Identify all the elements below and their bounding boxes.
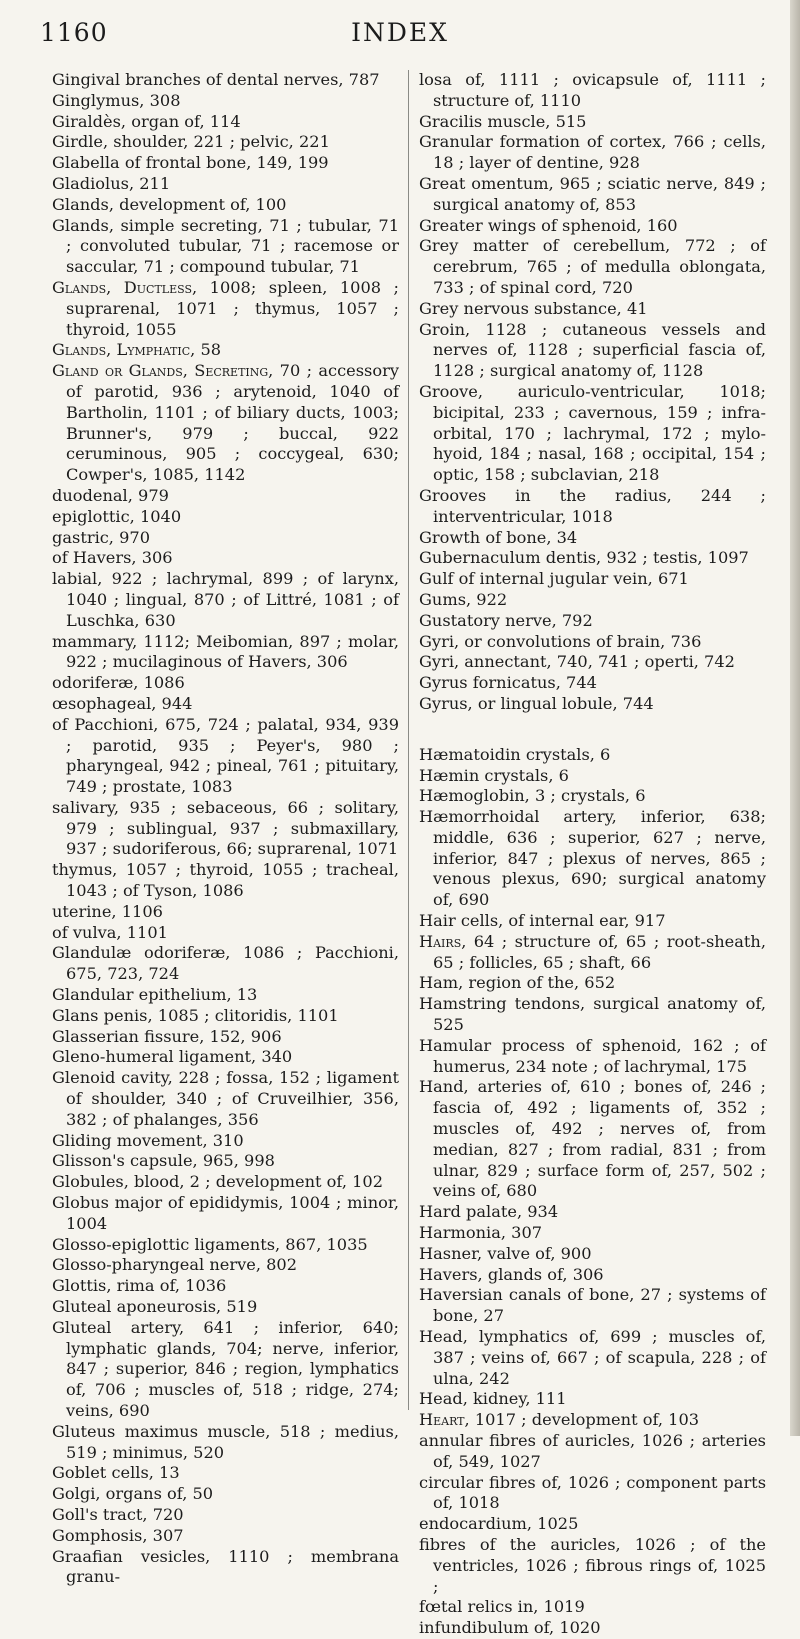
entry-text: Glottis, rima of, 1036 bbox=[52, 1276, 227, 1296]
index-entry bbox=[52, 1047, 399, 1068]
index-entry bbox=[52, 985, 399, 1006]
entry-text: Hard palate, 934 bbox=[419, 1202, 559, 1222]
entry-text: Gingival branches of dental nerves, 787 bbox=[52, 70, 380, 89]
entry-heading: Hairs, bbox=[419, 931, 467, 951]
entry-text: 70 ; accessory of parotid, 936 ; arytenoid, 1040 of Bartholin, 1101 ; of biliary ducts, 1003; Brunner's, 979 ; buccal, 922 ceruminous, 905 ; coccygeal, 630; Cowper's, 1085, 1142 bbox=[66, 361, 399, 485]
page-number: 1160 bbox=[40, 18, 108, 47]
entry-text: Glosso-epiglottic ligaments, 867, 1035 bbox=[52, 1234, 368, 1254]
entry-text: Grey matter of cerebellum, 772 ; of cerebrum, 765 ; of medulla oblongata, 733 ; of spinal cord, 720 bbox=[419, 236, 766, 297]
entry-text: Girdle, shoulder, 221 ; pelvic, 221 bbox=[52, 132, 330, 152]
entry-text: Granular formation of cortex, 766 ; cells, 18 ; layer of dentine, 928 bbox=[419, 132, 766, 173]
running-head: INDEX bbox=[351, 18, 449, 47]
entry-text: losa of, 1111 ; ovicapsule of, 1111 ; structure of, 1110 bbox=[419, 70, 766, 110]
index-entry bbox=[52, 361, 399, 486]
index-entry bbox=[419, 382, 766, 486]
entry-text: uterine, 1106 bbox=[52, 901, 163, 921]
index-entry bbox=[52, 507, 399, 528]
entry-text: Goblet cells, 13 bbox=[52, 1463, 180, 1483]
index-entry bbox=[419, 1202, 766, 1223]
index-entry bbox=[52, 1131, 399, 1152]
entry-text: Head, kidney, 111 bbox=[419, 1389, 567, 1409]
index-entry bbox=[419, 1077, 766, 1202]
entry-text: endocardium, 1025 bbox=[419, 1514, 579, 1534]
entry-text: 1008; spleen, 1008 ; suprarenal, 1071 ; thymus, 1057 ; thyroid, 1055 bbox=[66, 277, 399, 339]
entry-text: Gladiolus, 211 bbox=[52, 173, 171, 193]
entry-text: Gums, 922 bbox=[419, 589, 508, 609]
index-entry bbox=[52, 91, 399, 112]
entry-text: Growth of bone, 34 bbox=[419, 527, 578, 547]
index-entry bbox=[419, 911, 766, 932]
entry-text: Gliding movement, 310 bbox=[52, 1130, 244, 1150]
index-entry bbox=[52, 569, 399, 631]
index-entry bbox=[52, 632, 399, 674]
index-entry bbox=[52, 673, 399, 694]
entry-text: Glandulæ odoriferæ, 1086 ; Pacchioni, 675, 723, 724 bbox=[52, 943, 399, 984]
index-entry bbox=[419, 611, 766, 632]
entry-text: Gubernaculum dentis, 932 ; testis, 1097 bbox=[419, 548, 749, 568]
index-entry bbox=[419, 132, 766, 174]
index-entry bbox=[52, 902, 399, 923]
index-entry bbox=[52, 486, 399, 507]
page-header bbox=[40, 18, 760, 52]
index-section-h bbox=[419, 745, 766, 1639]
entry-text: Gulf of internal jugular vein, 671 bbox=[419, 569, 689, 589]
entry-text: labial, 922 ; lachrymal, 899 ; of larynx, 1040 ; lingual, 870 ; of Littré, 1081 ; of Luschka, 630 bbox=[52, 569, 399, 630]
index-entry bbox=[419, 807, 766, 911]
index-entry bbox=[419, 236, 766, 298]
index-entry bbox=[419, 1265, 766, 1286]
index-entry bbox=[52, 1027, 399, 1048]
index-entry bbox=[52, 860, 399, 902]
entry-text: Globules, blood, 2 ; development of, 102 bbox=[52, 1172, 384, 1192]
entry-text: Ham, region of the, 652 bbox=[419, 973, 616, 993]
index-entry bbox=[419, 548, 766, 569]
entry-text: of Havers, 306 bbox=[52, 548, 173, 568]
entry-text: Gomphosis, 307 bbox=[52, 1525, 184, 1545]
entry-text: odoriferæ, 1086 bbox=[52, 673, 185, 693]
index-entry bbox=[419, 1618, 766, 1639]
entry-text: Glands, development of, 100 bbox=[52, 194, 287, 214]
index-entry bbox=[52, 278, 399, 340]
index-entry bbox=[419, 590, 766, 611]
index-entry bbox=[419, 174, 766, 216]
index-entry bbox=[52, 548, 399, 569]
index-entry bbox=[52, 1318, 399, 1422]
index-entry bbox=[419, 1431, 766, 1473]
entry-text: Gluteal artery, 641 ; inferior, 640; lymphatic glands, 704; nerve, inferior, 847 ; superior, 846 ; region, lymphatics of, 706 ; muscles of, 518 ; ridge, 274; veins, 690 bbox=[52, 1317, 399, 1420]
entry-text: Hæmoglobin, 3 ; crystals, 6 bbox=[419, 786, 646, 806]
index-entry bbox=[419, 1514, 766, 1535]
entry-text: Globus major of epididymis, 1004 ; minor, 1004 bbox=[52, 1193, 399, 1233]
index-entry bbox=[419, 1036, 766, 1078]
entry-text: mammary, 1112; Meibomian, 897 ; molar, 922 ; mucilaginous of Havers, 306 bbox=[52, 631, 399, 672]
index-entry bbox=[52, 1297, 399, 1318]
entry-text: Groove, auriculo-ventricular, 1018; bicipital, 233 ; cavernous, 159 ; infra-orbital, 170 ; lachrymal, 172 ; mylo-hyoid, 184 ; nasal, 168 ; occipital, 154 ; optic, 158 ; subclavian, 218 bbox=[419, 381, 766, 485]
index-entry bbox=[52, 1255, 399, 1276]
index-entry bbox=[419, 766, 766, 787]
index-entry bbox=[419, 528, 766, 549]
entry-text: Gluteus maximus muscle, 518 ; medius, 519 ; minimus, 520 bbox=[52, 1421, 399, 1462]
entry-text: Groin, 1128 ; cutaneous vessels and nerves of, 1128 ; superficial fascia of, 1128 ; surgical anatomy of, 1128 bbox=[419, 319, 766, 381]
entry-text: Glandular epithelium, 13 bbox=[52, 985, 258, 1005]
entry-text: Gluteal aponeurosis, 519 bbox=[52, 1297, 258, 1317]
entry-text: 58 bbox=[195, 340, 222, 360]
entry-heading: Gland or Glands, Secreting, bbox=[52, 361, 274, 381]
entry-text: epiglottic, 1040 bbox=[52, 506, 182, 526]
entry-text: Harmonia, 307 bbox=[419, 1223, 543, 1243]
index-entry bbox=[52, 1172, 399, 1193]
entry-text: Hæmatoidin crystals, 6 bbox=[419, 744, 611, 764]
entry-text: Glosso-pharyngeal nerve, 802 bbox=[52, 1255, 298, 1275]
entry-text: Havers, glands of, 306 bbox=[419, 1264, 604, 1284]
entry-text: Gyri, annectant, 740, 741 ; operti, 742 bbox=[419, 652, 735, 672]
index-entry bbox=[52, 1463, 399, 1484]
entry-text: duodenal, 979 bbox=[52, 485, 169, 505]
entry-text: circular fibres of, 1026 ; component parts of, 1018 bbox=[419, 1472, 766, 1513]
entry-text: Gleno-humeral ligament, 340 bbox=[52, 1047, 293, 1067]
entry-text: Haversian canals of bone, 27 ; systems of bone, 27 bbox=[419, 1285, 766, 1326]
entry-heading: Heart, bbox=[419, 1410, 470, 1430]
index-entry bbox=[52, 694, 399, 715]
index-entry bbox=[419, 652, 766, 673]
entry-text: Grey nervous substance, 41 bbox=[419, 298, 648, 318]
entry-text: annular fibres of auricles, 1026 ; arteries of, 549, 1027 bbox=[419, 1431, 766, 1471]
index-entry bbox=[419, 1244, 766, 1265]
index-entry bbox=[52, 798, 399, 860]
index-entry bbox=[419, 299, 766, 320]
entry-heading: Glands, Lymphatic, bbox=[52, 340, 196, 360]
entry-text: of Pacchioni, 675, 724 ; palatal, 934, 939 ; parotid, 935 ; Peyer's, 980 ; pharyngeal, 942 ; pineal, 761 ; pituitary, 749 ; prostate, 1083 bbox=[52, 714, 399, 797]
entry-text: Glands, simple secreting, 71 ; tubular, 71 ; convoluted tubular, 71 ; racemose or saccular, 71 ; compound tubular, 71 bbox=[52, 215, 399, 277]
index-entry bbox=[52, 1151, 399, 1172]
index-entry bbox=[52, 195, 399, 216]
entry-text: infundibulum of, 1020 bbox=[419, 1618, 601, 1638]
entry-text: Hasner, valve of, 900 bbox=[419, 1243, 592, 1263]
index-entry bbox=[52, 153, 399, 174]
index-entry bbox=[52, 216, 399, 278]
index-column-left bbox=[52, 70, 399, 1588]
entry-text: Gustatory nerve, 792 bbox=[419, 610, 593, 630]
index-entry bbox=[52, 923, 399, 944]
index-entry bbox=[52, 340, 399, 361]
index-entry bbox=[419, 1285, 766, 1327]
index-entry bbox=[52, 1484, 399, 1505]
index-entry bbox=[52, 715, 399, 798]
index-entry bbox=[419, 1535, 766, 1597]
index-entry bbox=[52, 1547, 399, 1589]
index-entry bbox=[419, 486, 766, 528]
index-entry bbox=[52, 112, 399, 133]
entry-text: Graafian vesicles, 1110 ; membrana granu- bbox=[52, 1546, 399, 1587]
entry-text: Gyri, or convolutions of brain, 736 bbox=[419, 631, 702, 651]
entry-text: œsophageal, 944 bbox=[52, 693, 193, 713]
index-entry bbox=[52, 132, 399, 153]
index-entry bbox=[419, 320, 766, 382]
entry-text: Hamular process of sphenoid, 162 ; of humerus, 234 note ; of lachrymal, 175 bbox=[419, 1035, 766, 1076]
index-entry bbox=[419, 994, 766, 1036]
index-entry bbox=[419, 973, 766, 994]
index-entry bbox=[52, 1006, 399, 1027]
index-entry bbox=[419, 632, 766, 653]
entry-text: Gyrus fornicatus, 744 bbox=[419, 673, 597, 693]
entry-text: Greater wings of sphenoid, 160 bbox=[419, 215, 678, 235]
index-entry bbox=[419, 112, 766, 133]
index-entry bbox=[419, 1597, 766, 1618]
entry-text: Hair cells, of internal ear, 917 bbox=[419, 911, 666, 931]
entry-text: fœtal relics in, 1019 bbox=[419, 1597, 585, 1617]
index-entry bbox=[419, 694, 766, 715]
index-entry bbox=[419, 673, 766, 694]
entry-text: Head, lymphatics of, 699 ; muscles of, 387 ; veins of, 667 ; of scapula, 228 ; of ulna, 242 bbox=[419, 1327, 766, 1388]
entry-text: Gracilis muscle, 515 bbox=[419, 111, 587, 131]
entry-text: Glenoid cavity, 228 ; fossa, 152 ; ligament of shoulder, 340 ; of Cruveilhier, 356, 382 ; of phalanges, 356 bbox=[52, 1068, 399, 1129]
index-entry bbox=[419, 216, 766, 237]
index-entry bbox=[419, 932, 766, 974]
index-entry bbox=[52, 1276, 399, 1297]
entry-text: Golgi, organs of, 50 bbox=[52, 1484, 214, 1504]
index-entry bbox=[52, 943, 399, 985]
index-entry bbox=[419, 1223, 766, 1244]
index-entry bbox=[52, 70, 399, 91]
index-entry bbox=[52, 1068, 399, 1130]
index-entry bbox=[52, 174, 399, 195]
index-entry bbox=[52, 1422, 399, 1464]
entry-text: Glasserian fissure, 152, 906 bbox=[52, 1026, 282, 1046]
index-entry bbox=[52, 1235, 399, 1256]
entry-text: of vulva, 1101 bbox=[52, 922, 168, 942]
entry-text: 64 ; structure of, 65 ; root-sheath, 65 ; follicles, 65 ; shaft, 66 bbox=[433, 931, 766, 972]
entry-text: 1017 ; development of, 103 bbox=[469, 1410, 700, 1430]
index-entry bbox=[419, 1389, 766, 1410]
entry-text: Giraldès, organ of, 114 bbox=[52, 111, 241, 131]
entry-text: Hand, arteries of, 610 ; bones of, 246 ; fascia of, 492 ; ligaments of, 352 ; muscles of, 492 ; nerves of, from median, 827 ; from radial, 831 ; from ulnar, 829 ; surface form of, 257, 502 ; veins of, 680 bbox=[419, 1077, 766, 1201]
entry-text: Glisson's capsule, 965, 998 bbox=[52, 1151, 275, 1171]
entry-text: Great omentum, 965 ; sciatic nerve, 849 ; surgical anatomy of, 853 bbox=[419, 173, 766, 214]
entry-text: Glans penis, 1085 ; clitoridis, 1101 bbox=[52, 1005, 339, 1025]
index-entry bbox=[419, 569, 766, 590]
entry-text: thymus, 1057 ; thyroid, 1055 ; tracheal, 1043 ; of Tyson, 1086 bbox=[52, 860, 399, 901]
entry-heading: Glands, Ductless, bbox=[52, 277, 198, 297]
index-entry bbox=[52, 1505, 399, 1526]
entry-text: fibres of the auricles, 1026 ; of the ventricles, 1026 ; fibrous rings of, 1025 ; bbox=[419, 1534, 766, 1596]
index-entry bbox=[419, 1473, 766, 1515]
column-divider bbox=[408, 70, 409, 1410]
index-entry bbox=[419, 745, 766, 766]
entry-text: Hamstring tendons, surgical anatomy of, 525 bbox=[419, 994, 766, 1035]
index-entry bbox=[419, 70, 766, 112]
index-entry bbox=[419, 786, 766, 807]
entry-text: Gyrus, or lingual lobule, 744 bbox=[419, 693, 654, 713]
index-entry bbox=[419, 1410, 766, 1431]
page-edge bbox=[790, 0, 800, 1436]
entry-text: Hæmorrhoidal artery, inferior, 638; middle, 636 ; superior, 627 ; nerve, inferior, 847 ; plexus of nerves, 865 ; venous plexus, 690; surgical anatomy of, 690 bbox=[419, 807, 766, 910]
entry-text: Goll's tract, 720 bbox=[52, 1504, 184, 1524]
index-entry bbox=[419, 1327, 766, 1389]
entry-text: Ginglymus, 308 bbox=[52, 90, 181, 110]
index-entry bbox=[52, 528, 399, 549]
entry-text: Grooves in the radius, 244 ; interventricular, 1018 bbox=[419, 485, 766, 526]
index-entry bbox=[52, 1193, 399, 1235]
section-gap bbox=[419, 715, 766, 745]
entry-text: gastric, 970 bbox=[52, 527, 150, 547]
index-entry bbox=[52, 1526, 399, 1547]
index-section-g bbox=[419, 70, 766, 715]
entry-text: salivary, 935 ; sebaceous, 66 ; solitary, 979 ; sublingual, 937 ; submaxillary, 937 ; sudoriferous, 66; suprarenal, 1071 bbox=[52, 797, 399, 859]
index-column-right bbox=[419, 70, 766, 1639]
entry-text: Hæmin crystals, 6 bbox=[419, 765, 569, 785]
entry-text: Glabella of frontal bone, 149, 199 bbox=[52, 153, 329, 173]
